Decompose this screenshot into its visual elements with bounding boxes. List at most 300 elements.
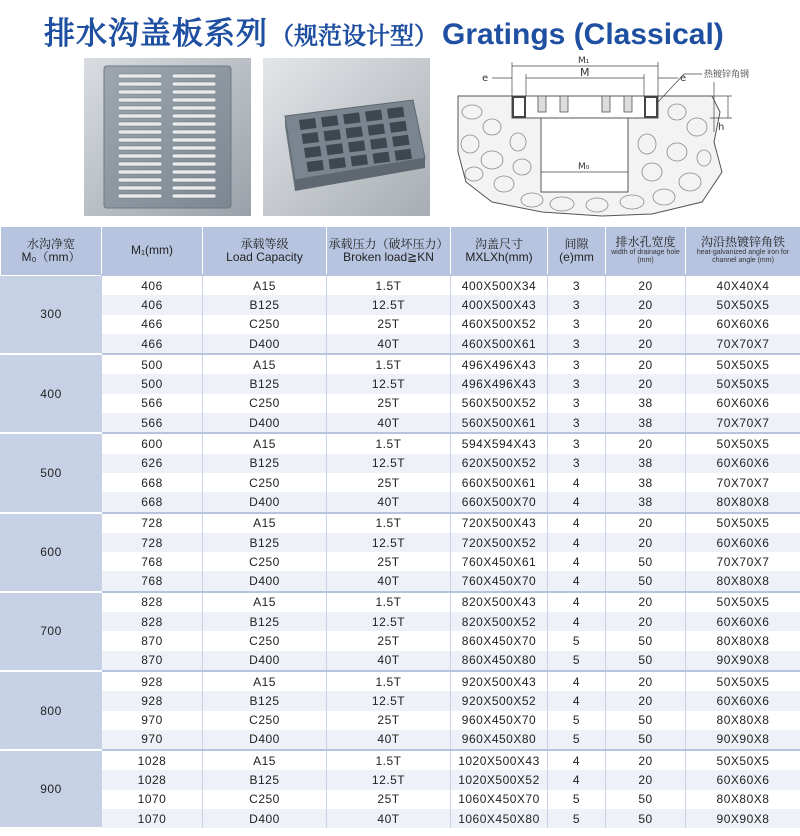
table-row [1,315,800,334]
cell-angle-iron: 60X60X6 [686,612,800,631]
cell-angle-iron: 60X60X6 [686,770,800,789]
grating-hole [346,126,364,138]
cell-size: 920X500X43 [451,671,548,691]
cell-size: 594X594X43 [451,433,548,453]
cell-gap: 3 [548,413,606,433]
table-row [1,275,800,295]
grating-hole [299,118,317,130]
cell-size: 496X496X43 [451,354,548,374]
grating-slot [172,146,216,150]
cell-hole: 38 [606,473,686,492]
grating-hole [307,160,325,172]
cell-load: B125 [203,533,327,552]
table-row [1,612,800,631]
cell-channel-width: 800 [1,671,102,750]
cell-m1: 1070 [102,809,203,828]
label-e-right: e [680,73,687,84]
cell-load: D400 [203,413,327,433]
cell-size: 960X450X70 [451,711,548,730]
cell-angle-iron: 50X50X5 [686,295,800,314]
cell-gap: 4 [548,592,606,612]
grating-slot [172,186,216,190]
table-row [1,651,800,671]
cell-hole: 20 [606,533,686,552]
label-m1: M₁ [578,56,590,66]
cell-angle-iron: 50X50X5 [686,592,800,612]
cell-broken-load: 12.5T [327,612,451,631]
table-row [1,809,800,828]
title-subtitle: （规范设计型） [270,22,438,50]
cell-m1: 566 [102,413,203,433]
cell-hole: 20 [606,750,686,770]
cell-hole: 38 [606,492,686,512]
grating-slot [172,90,216,94]
cell-load: B125 [203,295,327,314]
grating-slot [172,74,216,78]
cell-angle-iron: 70X70X7 [686,413,800,433]
cell-load: B125 [203,374,327,393]
cell-angle-iron: 60X60X6 [686,533,800,552]
cell-angle-iron: 90X90X8 [686,730,800,750]
cell-broken-load: 25T [327,315,451,334]
cell-load: A15 [203,671,327,691]
header-broken-load: 承载压力（破坏压力） Broken load≧KN [327,227,451,276]
cell-angle-iron: 70X70X7 [686,473,800,492]
cell-gap: 4 [548,533,606,552]
grating-slot [172,122,216,126]
cell-gap: 4 [548,552,606,571]
cell-m1: 406 [102,275,203,295]
cell-gap: 4 [548,671,606,691]
grating-slot [172,130,216,134]
cell-m1: 466 [102,334,203,354]
cell-gap: 3 [548,334,606,354]
cell-m1: 870 [102,651,203,671]
grating-slot [118,138,162,142]
grating-hole [326,143,344,155]
table-row [1,730,800,750]
header-load-capacity: 承载等级 Load Capacity [203,227,327,276]
cell-load: D400 [203,730,327,750]
cell-size: 560X500X61 [451,413,548,433]
grating-slot [172,114,216,118]
grating-slot [172,82,216,86]
cell-broken-load: 25T [327,394,451,413]
cell-size: 820X500X43 [451,592,548,612]
cell-angle-iron: 90X90X8 [686,651,800,671]
cell-size: 760X450X70 [451,571,548,591]
cell-gap: 5 [548,631,606,650]
cell-hole: 50 [606,790,686,809]
grating-hole [348,140,366,152]
cell-load: C250 [203,552,327,571]
cell-m1: 500 [102,354,203,374]
grating-hole [370,138,388,150]
cell-channel-width: 400 [1,354,102,433]
cell-m1: 466 [102,315,203,334]
table-row [1,750,800,770]
table-row [1,770,800,789]
cell-broken-load: 40T [327,334,451,354]
grating-hole [329,157,347,169]
cell-size: 496X496X43 [451,374,548,393]
cell-angle-iron: 70X70X7 [686,552,800,571]
grating-slot [118,194,162,198]
grating-slot [118,74,162,78]
cell-load: B125 [203,770,327,789]
grating-slot [172,178,216,182]
grating-hole [351,154,369,166]
grating-hole [390,121,408,133]
cell-angle-iron: 60X60X6 [686,691,800,710]
grating-slot [118,170,162,174]
cell-broken-load: 1.5T [327,592,451,612]
cell-size: 860X450X70 [451,631,548,650]
cell-size: 660X500X70 [451,492,548,512]
cell-hole: 20 [606,315,686,334]
cell-broken-load: 1.5T [327,433,451,453]
cell-gap: 3 [548,433,606,453]
cell-hole: 20 [606,275,686,295]
cell-size: 720X500X52 [451,533,548,552]
label-e-left: e [482,73,489,84]
table-row [1,492,800,512]
cell-angle-iron: 40X40X4 [686,275,800,295]
cell-size: 660X500X61 [451,473,548,492]
cell-m1: 768 [102,571,203,591]
cell-hole: 38 [606,454,686,473]
cell-broken-load: 12.5T [327,770,451,789]
cell-load: A15 [203,750,327,770]
cell-hole: 20 [606,295,686,314]
grating-top-view-photo [84,58,251,216]
cell-gap: 3 [548,394,606,413]
cell-size: 560X500X52 [451,394,548,413]
cell-channel-width: 700 [1,592,102,671]
cell-size: 620X500X52 [451,454,548,473]
cell-hole: 20 [606,770,686,789]
cell-m1: 626 [102,454,203,473]
cell-broken-load: 1.5T [327,750,451,770]
cell-load: C250 [203,315,327,334]
cell-size: 1060X450X80 [451,809,548,828]
cell-m1: 728 [102,513,203,533]
cell-angle-iron: 80X80X8 [686,492,800,512]
grating-hole [365,110,383,122]
cell-hole: 20 [606,691,686,710]
cell-gap: 4 [548,612,606,631]
cell-gap: 4 [548,473,606,492]
cell-gap: 5 [548,809,606,828]
cell-angle-iron: 50X50X5 [686,374,800,393]
cell-size: 760X450X61 [451,552,548,571]
cell-broken-load: 40T [327,651,451,671]
cell-broken-load: 25T [327,631,451,650]
cell-gap: 4 [548,513,606,533]
cell-gap: 4 [548,492,606,512]
cell-m1: 728 [102,533,203,552]
table-row [1,691,800,710]
cell-broken-load: 40T [327,571,451,591]
cell-gap: 3 [548,275,606,295]
table-row [1,631,800,650]
grating-hole [321,115,339,127]
cell-m1: 600 [102,433,203,453]
cell-load: B125 [203,691,327,710]
label-h: h [718,122,725,133]
cell-m1: 928 [102,691,203,710]
cell-load: C250 [203,711,327,730]
grating-slot [118,130,162,134]
cell-m1: 768 [102,552,203,571]
grating-hole [395,149,413,161]
cell-gap: 5 [548,651,606,671]
grating-angled-photo [263,58,430,216]
cell-broken-load: 40T [327,492,451,512]
cell-hole: 20 [606,592,686,612]
cell-broken-load: 12.5T [327,533,451,552]
label-m: M [580,66,590,79]
cell-size: 460X500X61 [451,334,548,354]
cell-broken-load: 40T [327,413,451,433]
grating-slot [172,194,216,198]
cell-size: 960X450X80 [451,730,548,750]
cell-broken-load: 25T [327,473,451,492]
grating-slot [118,186,162,190]
cell-broken-load: 1.5T [327,513,451,533]
header-channel-width: 水沟净宽 M₀（mm） [1,227,102,276]
cell-broken-load: 12.5T [327,691,451,710]
header-m1: M₁(mm) [102,227,203,276]
grating-slot [118,162,162,166]
cell-load: C250 [203,631,327,650]
table-row [1,790,800,809]
cell-hole: 20 [606,612,686,631]
cell-broken-load: 1.5T [327,671,451,691]
grating-slot [172,138,216,142]
cell-size: 460X500X52 [451,315,548,334]
table-row [1,711,800,730]
cell-hole: 20 [606,334,686,354]
cell-angle-iron: 50X50X5 [686,750,800,770]
cell-gap: 5 [548,711,606,730]
cell-hole: 20 [606,671,686,691]
table-row [1,454,800,473]
cell-m1: 1028 [102,770,203,789]
cell-load: D400 [203,651,327,671]
label-m0: M₀ [578,162,590,172]
cell-hole: 50 [606,631,686,650]
spec-table-body [1,275,800,828]
cell-broken-load: 25T [327,711,451,730]
grating-hole [343,112,361,124]
grating-slot [118,154,162,158]
cell-angle-iron: 50X50X5 [686,354,800,374]
cell-broken-load: 40T [327,730,451,750]
header-gap: 间隙 (e)mm [548,227,606,276]
cell-angle-iron: 50X50X5 [686,671,800,691]
cell-channel-width: 900 [1,750,102,828]
cell-load: A15 [203,433,327,453]
cell-m1: 928 [102,671,203,691]
cell-angle-iron: 70X70X7 [686,334,800,354]
cell-load: C250 [203,790,327,809]
grating-hole [304,146,322,158]
cell-load: D400 [203,492,327,512]
page-title [44,8,724,53]
cell-m1: 828 [102,612,203,631]
cell-size: 400X500X34 [451,275,548,295]
title-chinese: 排水沟盖板系列 [44,16,268,52]
cell-size: 1060X450X70 [451,790,548,809]
cell-size: 820X500X52 [451,612,548,631]
cell-gap: 4 [548,770,606,789]
cell-load: B125 [203,612,327,631]
cell-angle-iron: 50X50X5 [686,433,800,453]
label-angle-steel: 热镀锌角钢 [704,70,750,80]
cell-gap: 5 [548,730,606,750]
cell-m1: 828 [102,592,203,612]
header-cover-size: 沟盖尺寸 MXLXh(mm) [451,227,548,276]
cell-size: 1020X500X43 [451,750,548,770]
cell-gap: 3 [548,374,606,393]
grating-slot [118,98,162,102]
spec-table [0,226,800,829]
table-row [1,571,800,591]
table-row [1,592,800,612]
cell-gap: 4 [548,571,606,591]
table-row [1,354,800,374]
cell-m1: 668 [102,492,203,512]
cell-load: D400 [203,571,327,591]
grating-slot [118,114,162,118]
cell-gap: 3 [548,315,606,334]
cell-m1: 406 [102,295,203,314]
cell-broken-load: 12.5T [327,295,451,314]
grating-slot [118,106,162,110]
cell-broken-load: 12.5T [327,454,451,473]
table-row [1,533,800,552]
header-drain-hole: 排水孔宽度 width of drainage hole (mm) [606,227,686,276]
grating-slot [172,106,216,110]
cell-load: C250 [203,473,327,492]
cell-size: 1020X500X52 [451,770,548,789]
cell-size: 860X450X80 [451,651,548,671]
cell-broken-load: 40T [327,809,451,828]
grating-hole [392,135,410,147]
cell-load: B125 [203,454,327,473]
cell-angle-iron: 60X60X6 [686,454,800,473]
cell-hole: 20 [606,513,686,533]
cell-gap: 5 [548,790,606,809]
cell-angle-iron: 80X80X8 [686,571,800,591]
cell-hole: 50 [606,711,686,730]
cell-angle-iron: 80X80X8 [686,711,800,730]
grating-hole [324,129,342,141]
cell-load: A15 [203,592,327,612]
table-row [1,671,800,691]
grating-hole [368,124,386,136]
cell-hole: 20 [606,433,686,453]
table-row [1,433,800,453]
grating-hole [373,152,391,164]
cell-size: 720X500X43 [451,513,548,533]
grating-slot [172,162,216,166]
cell-broken-load: 1.5T [327,354,451,374]
cell-m1: 500 [102,374,203,393]
grating-slot [172,154,216,158]
cell-hole: 50 [606,571,686,591]
grating-slot [118,178,162,182]
cell-angle-iron: 90X90X8 [686,809,800,828]
grating-slot [118,82,162,86]
cell-channel-width: 600 [1,513,102,592]
cell-channel-width: 300 [1,275,102,354]
cell-m1: 566 [102,394,203,413]
cell-load: A15 [203,275,327,295]
cell-hole: 20 [606,374,686,393]
cell-angle-iron: 80X80X8 [686,790,800,809]
cell-m1: 1028 [102,750,203,770]
cell-broken-load: 25T [327,790,451,809]
cell-size: 920X500X52 [451,691,548,710]
table-row [1,473,800,492]
cell-load: C250 [203,394,327,413]
table-row [1,374,800,393]
table-row [1,513,800,533]
title-english: Gratings (Classical) [442,18,724,51]
cell-m1: 668 [102,473,203,492]
cell-m1: 870 [102,631,203,650]
grating-slot [118,146,162,150]
cell-gap: 3 [548,354,606,374]
grating-slot [118,90,162,94]
grating-slot [172,170,216,174]
cross-section-diagram [452,52,800,218]
cell-m1: 970 [102,730,203,750]
cell-channel-width: 500 [1,433,102,512]
cell-load: D400 [203,334,327,354]
cell-angle-iron: 80X80X8 [686,631,800,650]
header-angle-iron: 沟沿热镀锌角铁 heat-galvanized angle iron for channel angle (mm) [686,227,800,276]
cell-gap: 4 [548,691,606,710]
grating-slot [172,98,216,102]
cell-broken-load: 25T [327,552,451,571]
table-row [1,413,800,433]
cell-hole: 20 [606,354,686,374]
cell-angle-iron: 60X60X6 [686,315,800,334]
cell-load: D400 [203,809,327,828]
cell-broken-load: 12.5T [327,374,451,393]
cell-size: 400X500X43 [451,295,548,314]
table-row [1,295,800,314]
table-row [1,394,800,413]
table-row [1,334,800,354]
cell-load: A15 [203,513,327,533]
title-bar [0,0,800,52]
grating-hole [302,132,320,144]
grating-hole [387,107,405,119]
cell-m1: 1070 [102,790,203,809]
cell-hole: 38 [606,413,686,433]
cell-gap: 3 [548,454,606,473]
cell-hole: 38 [606,394,686,413]
cell-angle-iron: 60X60X6 [686,394,800,413]
cell-hole: 50 [606,651,686,671]
cell-hole: 50 [606,809,686,828]
cell-gap: 4 [548,750,606,770]
table-row [1,552,800,571]
